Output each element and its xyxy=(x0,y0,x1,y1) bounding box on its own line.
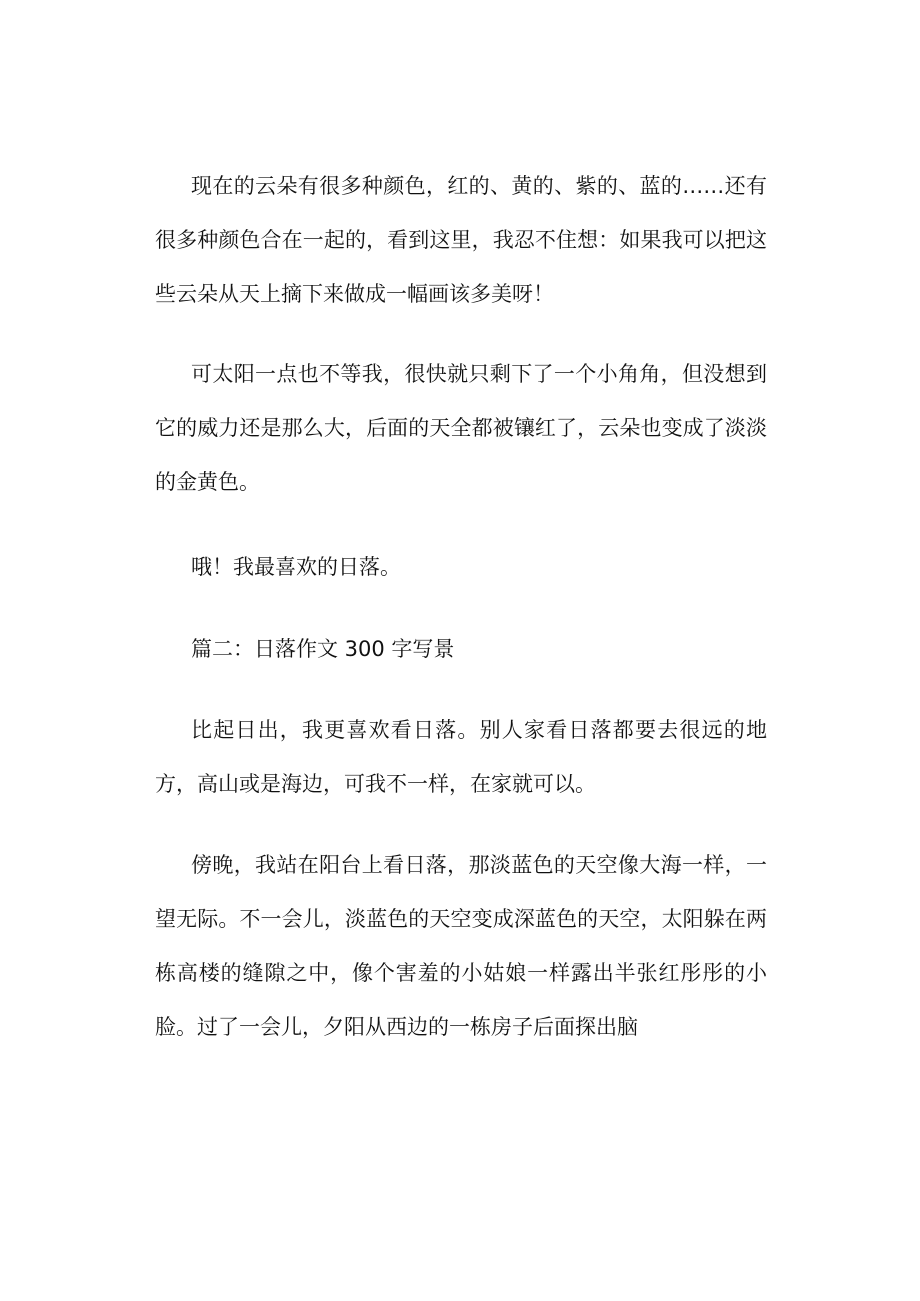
paragraph-prefer-sunset: 比起日出，我更喜欢看日落。别人家看日落都要去很远的地方，高山或是海边，可我不一样，在家就可以。 xyxy=(155,718,767,796)
paragraph-evening-balcony: 傍晚，我站在阳台上看日落，那淡蓝色的天空像大海一样，一望无际。不一会儿，淡蓝色的天空变成深蓝色的天空，太阳躲在两栋高楼的缝隙之中，像个害羞的小姑娘一样露出半张红彤彤的小脸。过了一会儿，夕阳从西边的一栋房子后面探出脑 xyxy=(155,853,767,1039)
paragraph-clouds-colors: 现在的云朵有很多种颜色，红的、黄的、紫的、蓝的……还有很多种颜色合在一起的，看到这里，我忍不住想：如果我可以把这些云朵从天上摘下来做成一幅画该多美呀！ xyxy=(155,174,767,306)
paragraph-favorite-sunset: 哦！我最喜欢的日落。 xyxy=(191,555,401,579)
paragraph-sun-corner: 可太阳一点也不等我，很快就只剩下了一个小角角，但没想到它的威力还是那么大，后面的天全都被镶红了，云朵也变成了淡淡的金黄色。 xyxy=(155,362,767,494)
section-heading: 篇二：日落作文 300 字写景 xyxy=(191,637,455,661)
